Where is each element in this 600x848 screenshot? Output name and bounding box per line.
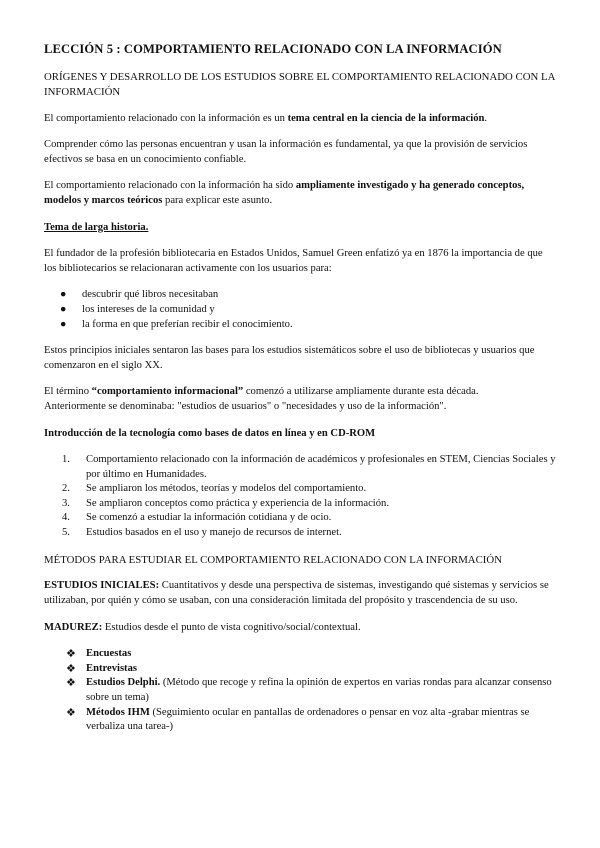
method-name: Encuestas: [86, 648, 132, 660]
bullet-icon: ●: [60, 289, 67, 301]
p6-end: comenzó a utilizarse ampliamente durante esta década.: [243, 386, 479, 398]
p1-end: .: [484, 112, 488, 124]
list-item-text: descubrir qué libros necesitaban: [82, 289, 219, 301]
section-heading-methods: MÉTODOS PARA ESTUDIAR EL COMPORTAMIENTO RELACIONADO CON LA INFORMACIÓN: [44, 553, 502, 566]
p3-end: para explicar este asunto.: [162, 194, 273, 206]
list-item-text: Comportamiento relacionado con la información de académicos y profesionales en STEM, Ciencias Sociales y por último en Humanidades.: [86, 454, 556, 480]
list-item-text: Se ampliaron conceptos como práctica y experiencia de la información.: [86, 497, 389, 509]
list-item: [44, 453, 556, 482]
diamond-bullet-icon: ❖: [66, 677, 76, 690]
list-item: [44, 647, 556, 662]
list-item-text: la forma en que preferían recibir el conocimiento.: [82, 318, 293, 330]
lesson-title: LECCIÓN 5 : COMPORTAMIENTO RELACIONADO CON LA INFORMACIÓN: [44, 42, 502, 56]
p1-bold: tema central en la ciencia de la información: [287, 112, 485, 124]
list-number: 1.: [62, 454, 70, 466]
list-item-text: los intereses de la comunidad y: [82, 303, 215, 315]
section-heading-origins: ORÍGENES Y DESARROLLO DE LOS ESTUDIOS SOBRE EL COMPORTAMIENTO RELACIONADO CON LA INFORMACIÓN: [44, 71, 555, 98]
list-item: [44, 511, 556, 526]
list-number: 5.: [62, 527, 70, 539]
p1-text: El comportamiento relacionado con la información es un: [44, 112, 288, 124]
paragraph-samuel-green: El fundador de la profesión bibliotecaria en Estados Unidos, Samuel Green enfatizó ya en 1876 la importancia de que los bibliotecarios se relacionaran activamente con los usuarios para:: [44, 248, 543, 274]
list-item: [44, 288, 556, 303]
method-desc: (Método que recoge y refina la opinión de expertos en varias rondas para alcanzar consenso sobre un tema): [86, 677, 552, 704]
tech-heading: Introducción de la tecnología como bases de datos en línea y en CD-ROM: [44, 427, 376, 439]
paragraph-central-topic: [44, 112, 556, 127]
list-item: [44, 497, 556, 512]
method-name: Métodos IHM: [86, 706, 150, 718]
diamond-bullet-icon: ❖: [66, 706, 76, 719]
list-item: [44, 676, 556, 705]
paragraph-understanding: Comprender cómo las personas encuentran y usan la información es fundamental, ya que la provisión de servicios efectivos se basa en un conocimiento confiable.: [44, 139, 528, 165]
p6-bold: “comportamiento informacional”: [91, 386, 244, 398]
paragraph-principles: Estos principios iniciales sentaron las bases para los estudios sistemáticos sobre el uso de bibliotecas y usuarios que comenzaron en el siglo XX.: [44, 345, 535, 371]
list-number: 3.: [62, 497, 70, 509]
p8-text: Estudios desde el punto de vista cognitivo/social/contextual.: [102, 621, 361, 633]
method-name: Entrevistas: [86, 662, 138, 674]
list-item: [44, 526, 556, 541]
p8-bold: MADUREZ:: [44, 621, 103, 633]
diamond-bullet-icon: ❖: [66, 648, 76, 661]
paragraph-initial-studies: [44, 579, 556, 608]
paragraph-research: [44, 179, 556, 208]
bullet-list: [44, 288, 556, 332]
list-item: [44, 482, 556, 497]
method-desc: (Seguimiento ocular en pantallas de ordenadores o pensar en voz alta -grabar mientras se verbaliza una tarea-): [86, 706, 530, 733]
method-name: Estudios Delphi.: [86, 677, 161, 689]
numbered-list: [44, 453, 556, 541]
list-item-text: Se ampliaron los métodos, teorías y modelos del comportamiento.: [86, 483, 367, 495]
bullet-icon: ●: [60, 318, 67, 330]
list-item-text: Se comenzó a estudiar la información cotidiana y de ocio.: [86, 512, 332, 524]
methods-list: [44, 647, 556, 735]
list-item: [44, 706, 556, 735]
p3-text: El comportamiento relacionado con la información ha sido: [44, 180, 296, 192]
list-number: 4.: [62, 512, 70, 524]
list-item: [44, 662, 556, 677]
p3-bold: ampliamente investigado y ha generado conceptos, modelos y marcos teóricos: [44, 180, 525, 206]
p6-line2: Anteriormente se denominaba: "estudios de usuarios" o "necesidades y uso de la información".: [44, 400, 447, 412]
paragraph-term: [44, 385, 556, 414]
history-heading: Tema de larga historia.: [44, 221, 149, 233]
p6-text: El término: [44, 386, 92, 398]
p7-bold: ESTUDIOS INICIALES:: [44, 580, 160, 592]
p7-text: Cuantitativos y desde una perspectiva de sistemas, investigando qué sistemas y servicios se utilizaban, por quién y cómo se usaban, con una consideración limitada del propósito y trascendencia de su uso.: [44, 580, 549, 607]
diamond-bullet-icon: ❖: [66, 662, 76, 675]
list-item: [44, 303, 556, 318]
list-item-text: Estudios basados en el uso y manejo de recursos de internet.: [86, 527, 342, 539]
paragraph-maturity: [44, 621, 556, 636]
list-number: 2.: [62, 483, 70, 495]
list-item: [44, 318, 556, 333]
bullet-icon: ●: [60, 303, 67, 315]
